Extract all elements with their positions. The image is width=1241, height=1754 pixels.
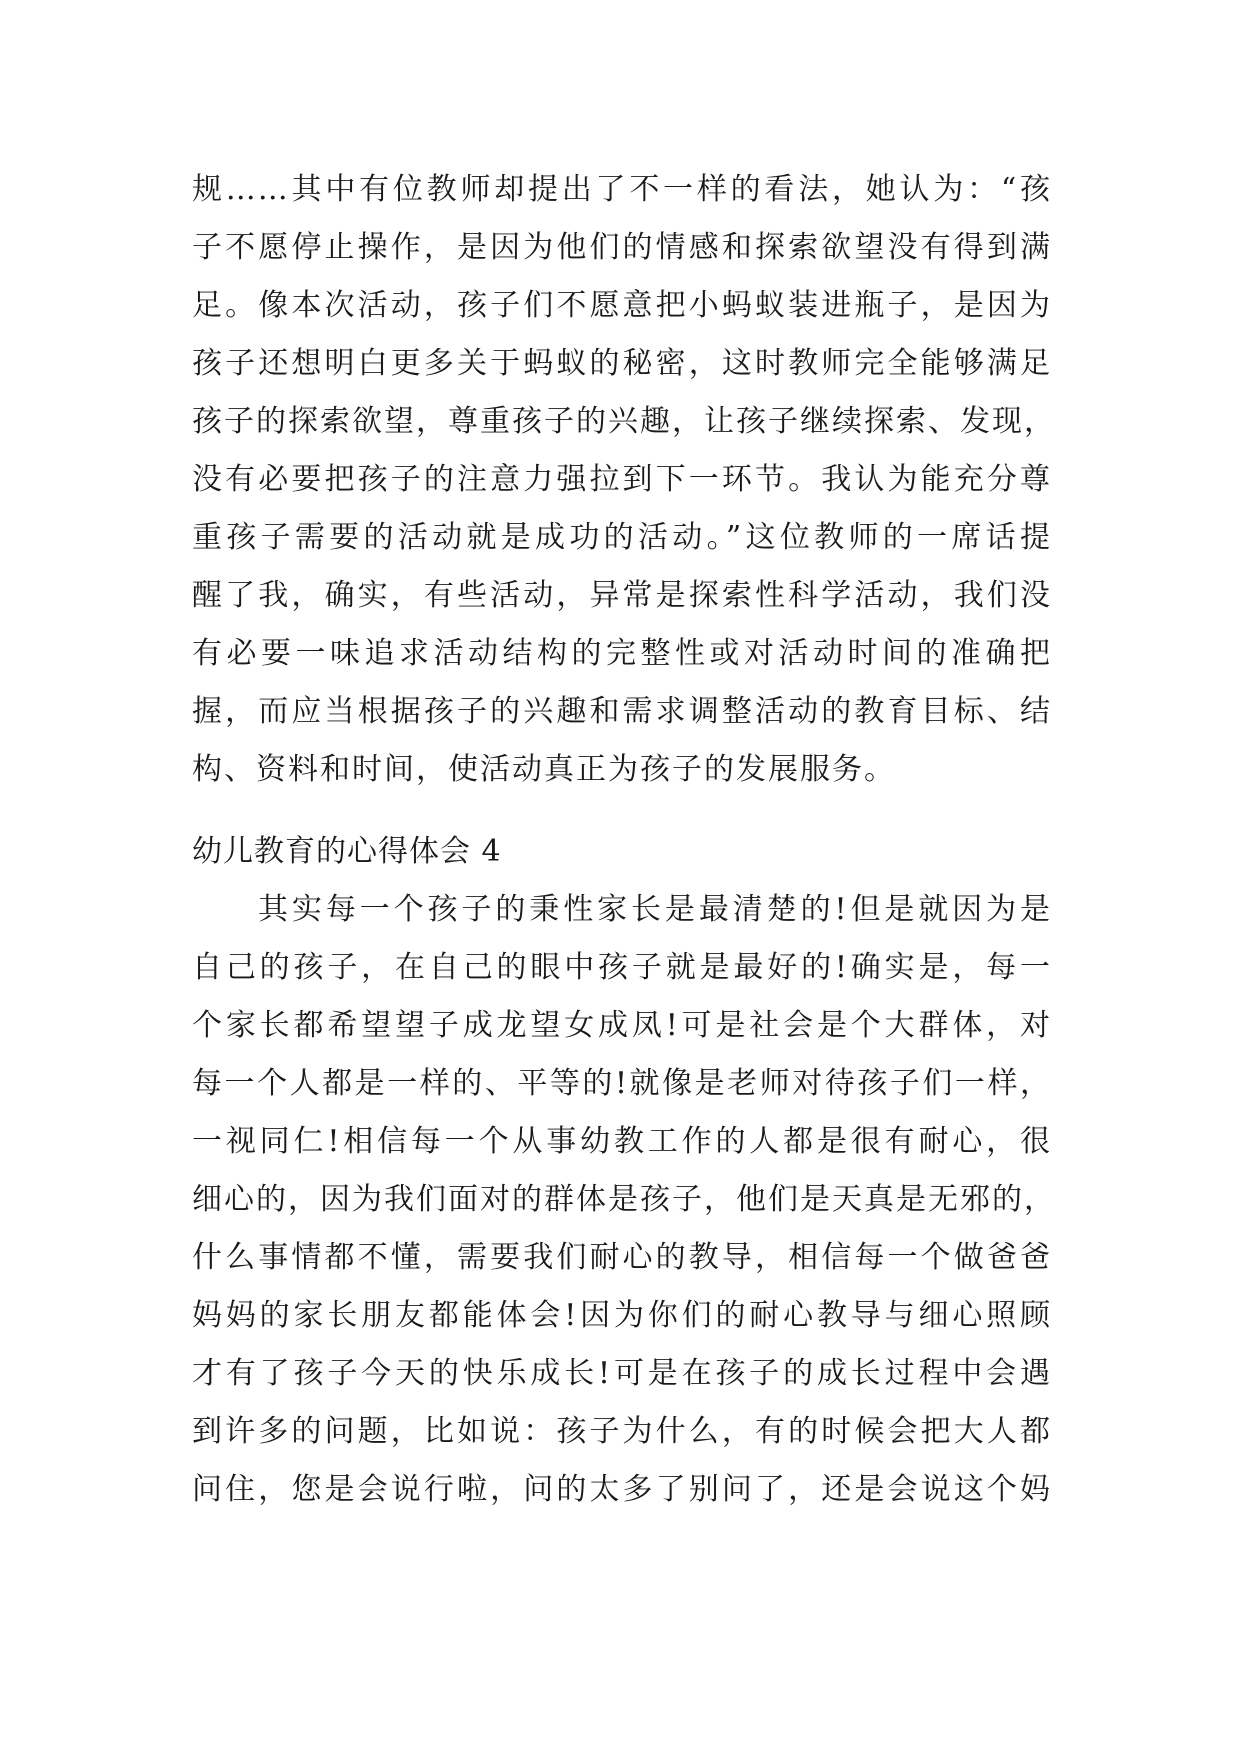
paragraph-line: 其实每一个孩子的秉性家长是最清楚的!但是就因为是	[258, 892, 1052, 927]
paragraph-line: 一视同仁!相信每一个从事幼教工作的人都是很有耐心，很	[192, 1124, 1052, 1159]
section-heading: 幼儿教育的心得体会 4	[192, 834, 502, 869]
paragraph-line: 妈妈的家长朋友都能体会!因为你们的耐心教导与细心照顾	[192, 1298, 1052, 1333]
paragraph-line: 孩子还想明白更多关于蚂蚁的秘密，这时教师完全能够满足	[192, 346, 1052, 381]
paragraph-line: 构、资料和时间，使活动真正为孩子的发展服务。	[192, 752, 896, 787]
paragraph-line: 什么事情都不懂，需要我们耐心的教导，相信每一个做爸爸	[192, 1240, 1052, 1275]
paragraph-2	[192, 881, 1056, 1519]
paragraph-line: 重孩子需要的活动就是成功的活动。”这位教师的一席话提	[192, 520, 1052, 555]
paragraph-line: 问住，您是会说行啦，问的太多了别问了，还是会说这个妈	[192, 1472, 1052, 1507]
paragraph-line: 个家长都希望望子成龙望女成凤!可是社会是个大群体，对	[192, 1008, 1052, 1043]
paragraph-line: 足。像本次活动，孩子们不愿意把小蚂蚁装进瓶子，是因为	[192, 288, 1052, 323]
paragraph-line: 握，而应当根据孩子的兴趣和需求调整活动的教育目标、结	[192, 694, 1052, 729]
paragraph-line: 到许多的问题，比如说：孩子为什么，有的时候会把大人都	[192, 1414, 1052, 1449]
paragraph-line: 有必要一味追求活动结构的完整性或对活动时间的准确把	[192, 636, 1052, 671]
paragraph-line: 细心的，因为我们面对的群体是孩子，他们是天真是无邪的，	[192, 1182, 1056, 1217]
paragraph-line: 醒了我，确实，有些活动，异常是探索性科学活动，我们没	[192, 578, 1052, 613]
paragraph-line: 子不愿停止操作，是因为他们的情感和探索欲望没有得到满	[192, 230, 1052, 265]
paragraph-line: 没有必要把孩子的注意力强拉到下一环节。我认为能充分尊	[192, 462, 1052, 497]
paragraph-line: 才有了孩子今天的快乐成长!可是在孩子的成长过程中会遇	[192, 1356, 1052, 1391]
paragraph-line: 每一个人都是一样的、平等的!就像是老师对待孩子们一样，	[192, 1066, 1052, 1101]
paragraph-line: 自己的孩子，在自己的眼中孩子就是最好的!确实是，每一	[192, 950, 1052, 985]
paragraph-line: 孩子的探索欲望，尊重孩子的兴趣，让孩子继续探索、发现，	[192, 404, 1056, 439]
paragraph-line: 规……其中有位教师却提出了不一样的看法，她认为：“孩	[192, 172, 1052, 207]
paragraph-1	[192, 161, 1056, 799]
